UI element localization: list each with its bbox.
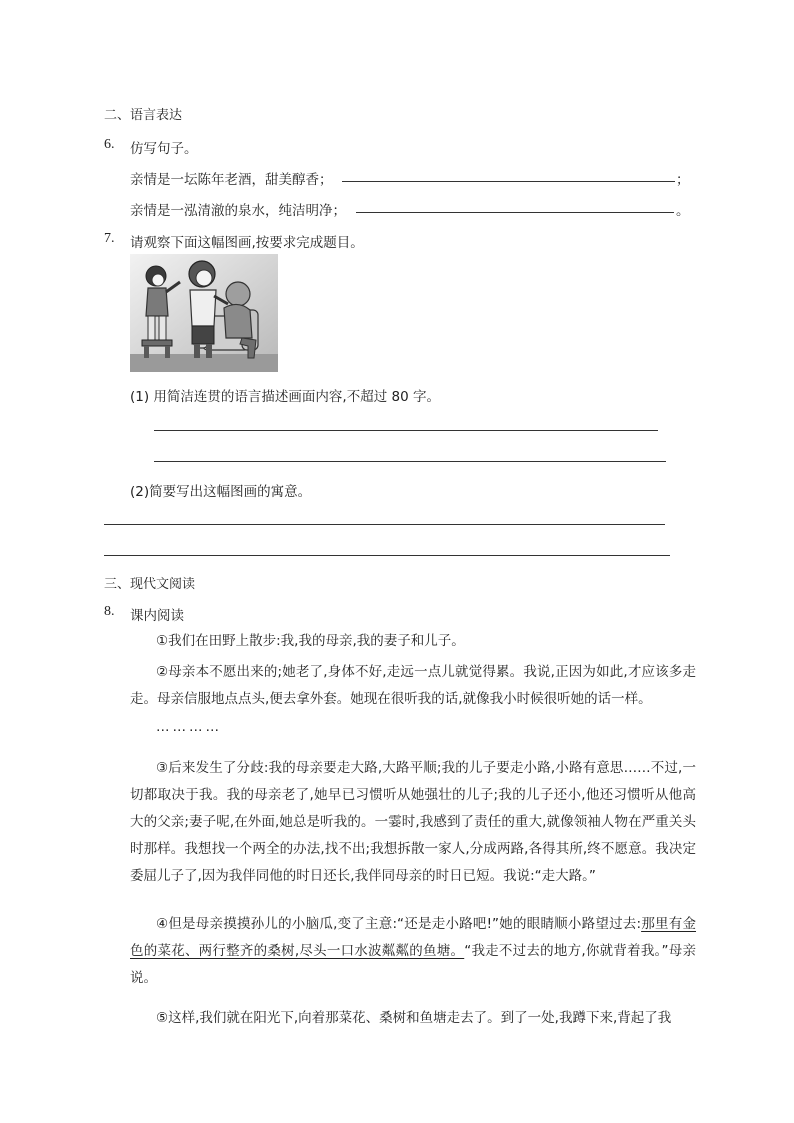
question-number-7: 7. xyxy=(104,231,115,246)
passage-paragraph-4 xyxy=(130,911,696,992)
q7-answer-line-2[interactable] xyxy=(154,461,666,462)
q6-sentence-1: 亲情是一坛陈年老酒，甜美醇香； xyxy=(130,172,333,188)
question-number-8: 8. xyxy=(104,604,115,619)
passage-paragraph-2: ②母亲本不愿出来的;她老了,身体不好,走远一点儿就觉得累。我说,正因为如此,才应该多走走。母亲信服地点点头,便去拿外套。她现在很听我的话,就像我小时候很听她的话一样。 xyxy=(130,664,696,707)
question-number-6: 6. xyxy=(104,137,115,152)
q7-prompt: 请观察下面这幅图画,按要求完成题目。 xyxy=(130,235,364,251)
underlined-sentence: 那里有金色的菜花、两行整齐的桑树,尽头一口水波粼粼的鱼塘。 xyxy=(130,916,697,959)
q7-subquestion-2: (2)简要写出这幅图画的寓意。 xyxy=(130,484,312,500)
passage-paragraph-3: ③后来发生了分歧:我的母亲要走大路,大路平顺;我的儿子要走小路,小路有意思……不过,一切都取决于我。我的母亲老了,她早已习惯听从她强壮的儿子;我的儿子还小,他还习惯听从他高大的父亲;妻子呢,在外面,她总是听我的。一霎时,我感到了责任的重大,就像领袖人物在严重关头时那样。我想找一个两全的办法,找不出;我想拆散一家人,分成两路,各得其所,终不愿意。我决定委屈儿子了,因为我伴同他的时日还长,我伴同母亲的时日已短。我说:“走大路。” xyxy=(130,760,696,884)
q7-answer-line-1[interactable] xyxy=(154,430,658,431)
q7-answer-line-4[interactable] xyxy=(104,555,670,556)
section-heading-reading: 三、现代文阅读 xyxy=(104,577,196,592)
family-illustration-icon xyxy=(130,254,278,372)
q7-answer-line-3[interactable] xyxy=(104,524,665,525)
passage-paragraph-5: ⑤这样,我们就在阳光下,向着那菜花、桑树和鱼塘走去了。到了一处,我蹲下来,背起了我 xyxy=(156,1010,672,1026)
q6-answer-line-2[interactable] xyxy=(356,212,674,213)
q6-prompt: 仿写句子。 xyxy=(130,141,198,157)
passage-ellipsis: ………… xyxy=(156,719,222,735)
passage-paragraph-1: ①我们在田野上散步:我,我的母亲,我的妻子和儿子。 xyxy=(156,633,465,649)
section-heading-language: 二、语言表达 xyxy=(104,108,183,123)
q6-answer-line-1[interactable] xyxy=(342,181,675,182)
q6-sentence-2: 亲情是一泓清澈的泉水，纯洁明净； xyxy=(130,203,346,219)
q6-line2-punct: 。 xyxy=(676,203,690,219)
q8-prompt: 课内阅读 xyxy=(130,608,184,624)
paragraph-4-text-b: “我走不过去的地方,你就背着我。”母亲说。 xyxy=(130,943,697,986)
paragraph-4-text-a: ④但是母亲摸摸孙儿的小脑瓜,变了主意:“还是走小路吧!”她的眼睛顺小路望过去: xyxy=(156,916,642,932)
q6-line1-punct: ； xyxy=(676,172,690,188)
q7-subquestion-1: (1) 用简洁连贯的语言描述画面内容,不超过 80 字。 xyxy=(130,389,440,405)
